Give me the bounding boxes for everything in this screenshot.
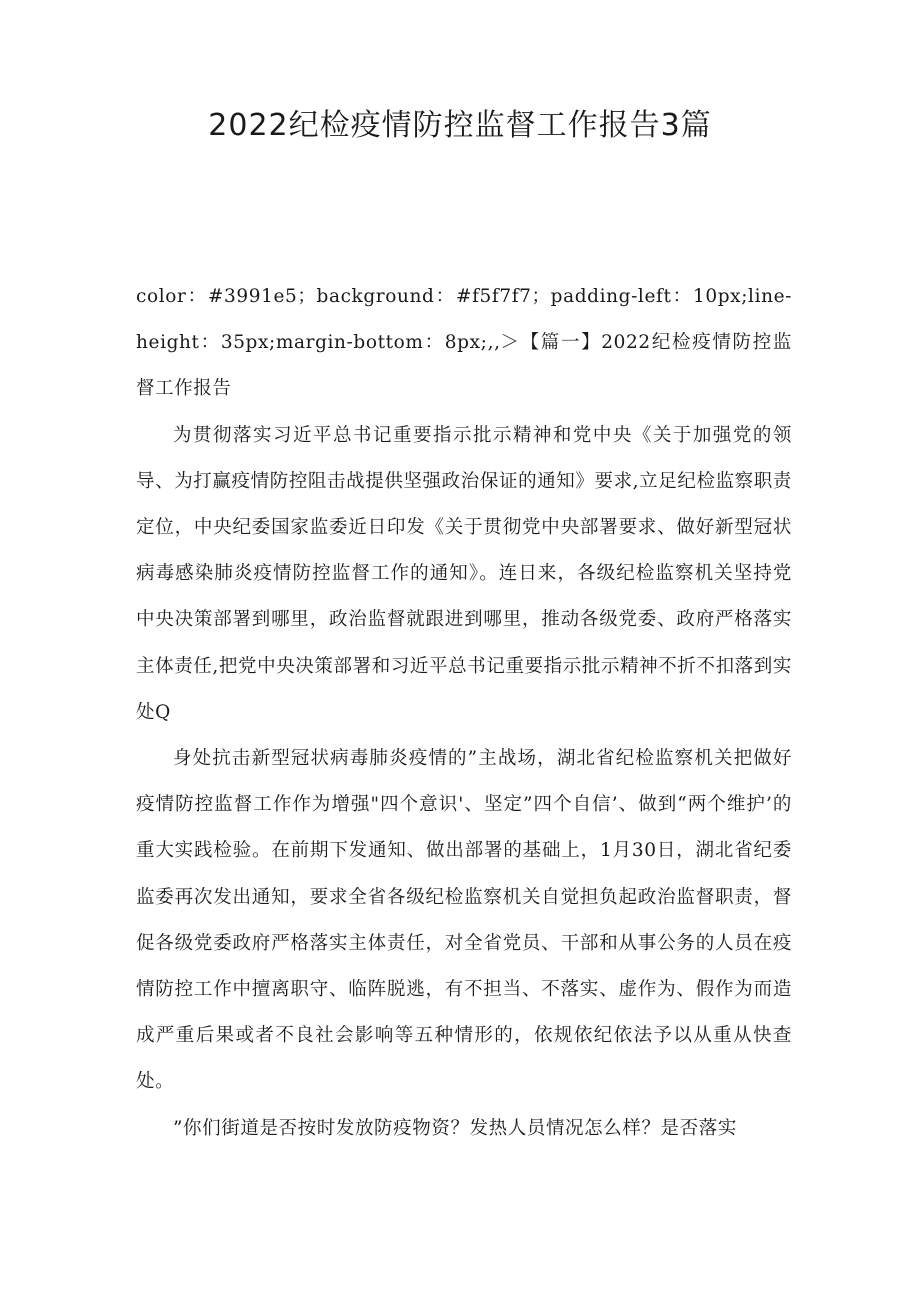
document-title: 2022纪检疫情防控监督工作报告3篇 [208,108,712,143]
paragraph-2: 身处抗击新型冠状病毒肺炎疫情的”主战场，湖北省纪检监察机关把做好疫情防控监督工作作为增强"四个意识'、坚定”四个自信’、做到“两个维护’的重大实践检验。在前期下发通知、做出部署的基础上，1月30日，湖北省纪委监委再次发出通知，要求全省各级纪检监察机关自觉担负起政治监督职责，督促各级党委政府严格落实主体责任，对全省党员、干部和从事公务的人员在疫情防控工作中擅离职守、临阵脱逃，有不担当、不落实、虚作为、假作为而造成严重后果或者不良社会影响等五种情形的，依规依纪依法予以从重从快查处。 [136,748,792,1093]
paragraph-1: 为贯彻落实习近平总书记重要指示批示精神和党中央《关于加强党的领导、为打赢疫情防控阻击战提供坚强政治保证的通知》要求,立足纪检监察职责定位，中央纪委国家监委近日印发《关于贯彻党中央部署要求、做好新型冠状病毒感染肺炎疫情防控监督工作的通知》。连日来，各级纪检监察机关坚持党中央决策部署到哪里，政治监督就跟进到哪里，推动各级党委、政府严格落实主体责任,把党中央决策部署和习近平总书记重要指示批示精神不折不扣落到实处Q [136,424,792,723]
paragraph-style-code: color：#3991e5；background：#f5f7f7；padding-left：10px;line-height：35px;margin-bottom：8px;‚‚＞【篇一】2022纪检疫情防控监督工作报告 [136,286,792,400]
document-body [136,274,792,1152]
paragraph-3: ”你们街道是否按时发放防疫物资？发热人员情况怎么样？是否落实 [173,1117,737,1139]
